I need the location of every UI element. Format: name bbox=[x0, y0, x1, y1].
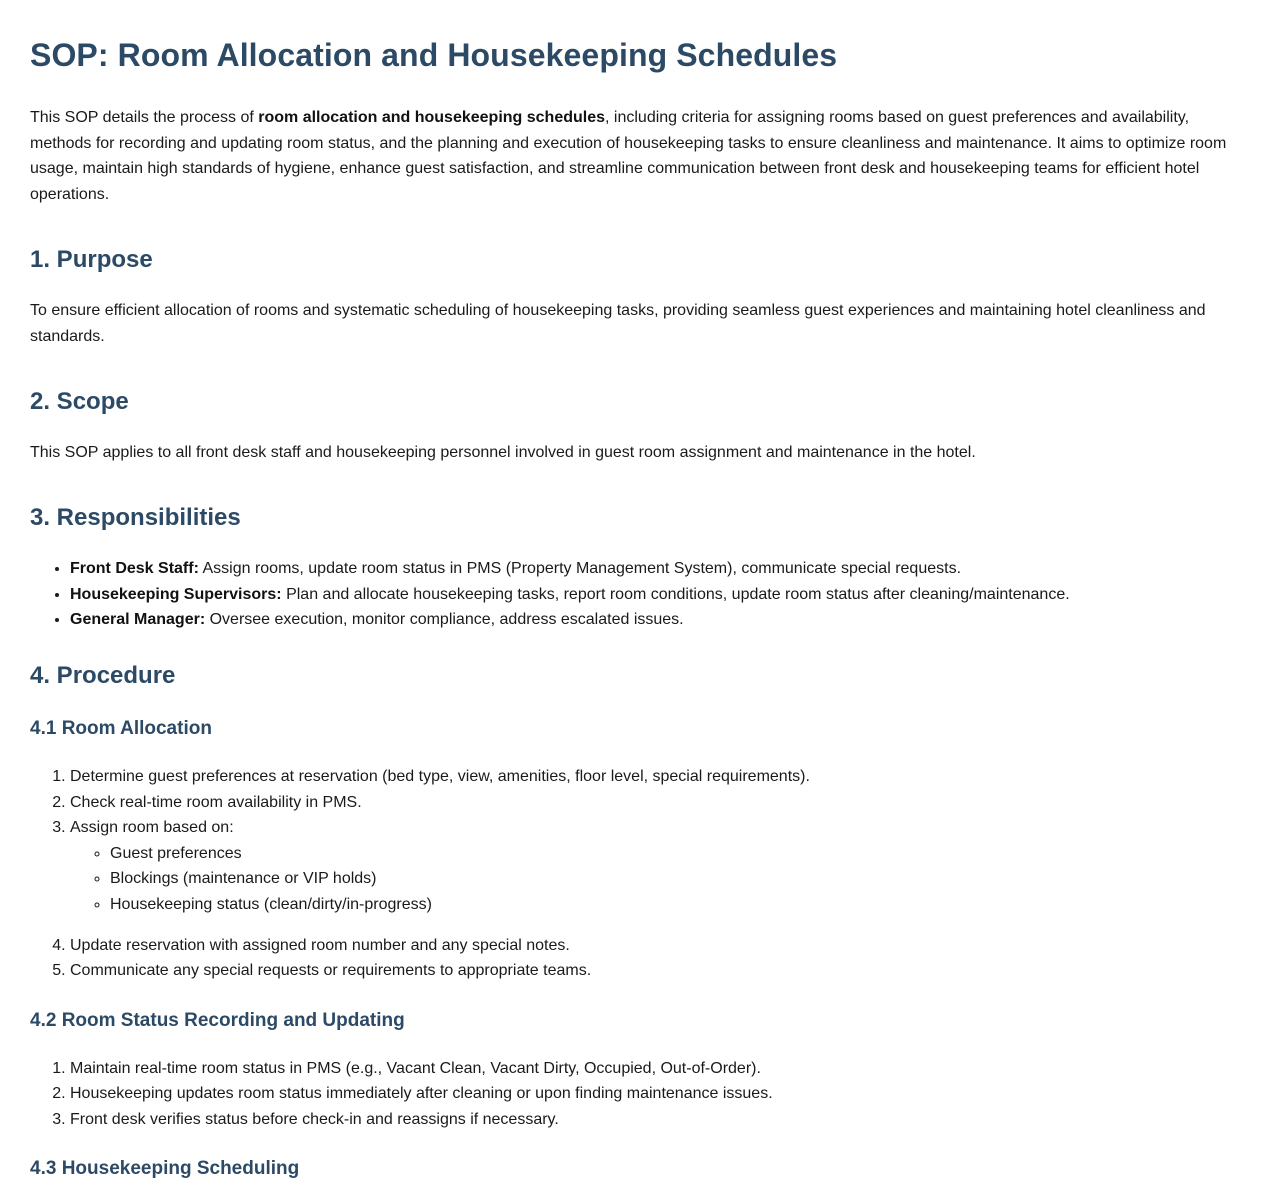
page-title: SOP: Room Allocation and Housekeeping Schedules bbox=[30, 37, 838, 73]
list-item: 2. Check real-time room availability in PMS. bbox=[70, 790, 1233, 816]
purpose-heading: 1. Purpose bbox=[30, 246, 153, 274]
housekeeping-scheduling-heading: 4.3 Housekeeping Scheduling bbox=[30, 1158, 300, 1180]
intro-text-after: , including criteria for assigning rooms based on guest preferences and availability, methods for recording and updating room status, and the planning and execution of housekeeping tasks to ensure cleanliness and maintenance. It aims to optimize room usage, maintain high standards of hygiene, enhance guest satisfaction, and streamline communication between front desk and housekeeping teams for efficient hotel operations. bbox=[30, 109, 1227, 203]
list-item bbox=[70, 815, 1233, 917]
intro-text-before: This SOP details the process of bbox=[30, 109, 259, 126]
intro-paragraph bbox=[30, 105, 1233, 207]
list-item: 1. Determine guest preferences at reservation (bed type, view, amenities, floor level, special requirements). bbox=[70, 764, 1233, 790]
intro-text-bold: room allocation and housekeeping schedules bbox=[258, 109, 606, 126]
list-item: ◦ Guest preferences bbox=[110, 841, 1233, 867]
purpose-text: To ensure efficient allocation of rooms and systematic scheduling of housekeeping tasks, providing seamless guest experiences and maintaining hotel cleanliness and standards. bbox=[30, 302, 1206, 345]
room-allocation-steps bbox=[30, 764, 1233, 984]
scope-text: This SOP applies to all front desk staff and housekeeping personnel involved in guest room assignment and maintenance in the hotel. bbox=[30, 443, 976, 461]
list-item bbox=[70, 607, 1233, 633]
list-item: ◦ Housekeeping status (clean/dirty/in-progress) bbox=[110, 892, 1233, 918]
list-item: 5. Communicate any special requests or requirements to appropriate teams. bbox=[70, 958, 1233, 984]
role-description: Assign rooms, update room status in PMS (Property Management System), communicate special requests. bbox=[198, 560, 962, 578]
room-allocation-heading: 4.1 Room Allocation bbox=[30, 717, 212, 739]
list-item: ◦ Blockings (maintenance or VIP holds) bbox=[110, 866, 1233, 892]
procedure-heading: 4. Procedure bbox=[30, 661, 176, 689]
list-item bbox=[70, 582, 1233, 608]
role-label: Housekeeping Supervisors: bbox=[70, 585, 282, 603]
responsibilities-heading: 3. Responsibilities bbox=[30, 504, 241, 532]
room-status-steps bbox=[30, 1056, 1233, 1133]
responsibilities-list bbox=[30, 556, 1233, 633]
allocation-criteria-list bbox=[70, 841, 1233, 918]
step-text: Assign room based on: bbox=[70, 819, 234, 837]
role-label: General Manager: bbox=[70, 611, 206, 629]
room-status-heading: 4.2 Room Status Recording and Updating bbox=[30, 1009, 405, 1031]
list-item: 4. Update reservation with assigned room number and any special notes. bbox=[70, 933, 1233, 959]
list-item bbox=[70, 556, 1233, 582]
list-item: 3. Front desk verifies status before check-in and reassigns if necessary. bbox=[70, 1107, 1233, 1133]
scope-heading: 2. Scope bbox=[30, 387, 129, 415]
role-label: Front Desk Staff: bbox=[70, 560, 199, 578]
list-item: 2. Housekeeping updates room status immediately after cleaning or upon finding maintenance issues. bbox=[70, 1081, 1233, 1107]
role-description: Oversee execution, monitor compliance, address escalated issues. bbox=[205, 611, 684, 629]
list-item: 1. Maintain real-time room status in PMS (e.g., Vacant Clean, Vacant Dirty, Occupied, Out-of-Order). bbox=[70, 1056, 1233, 1082]
role-description: Plan and allocate housekeeping tasks, report room conditions, update room status after cleaning/maintenance. bbox=[281, 585, 1070, 603]
